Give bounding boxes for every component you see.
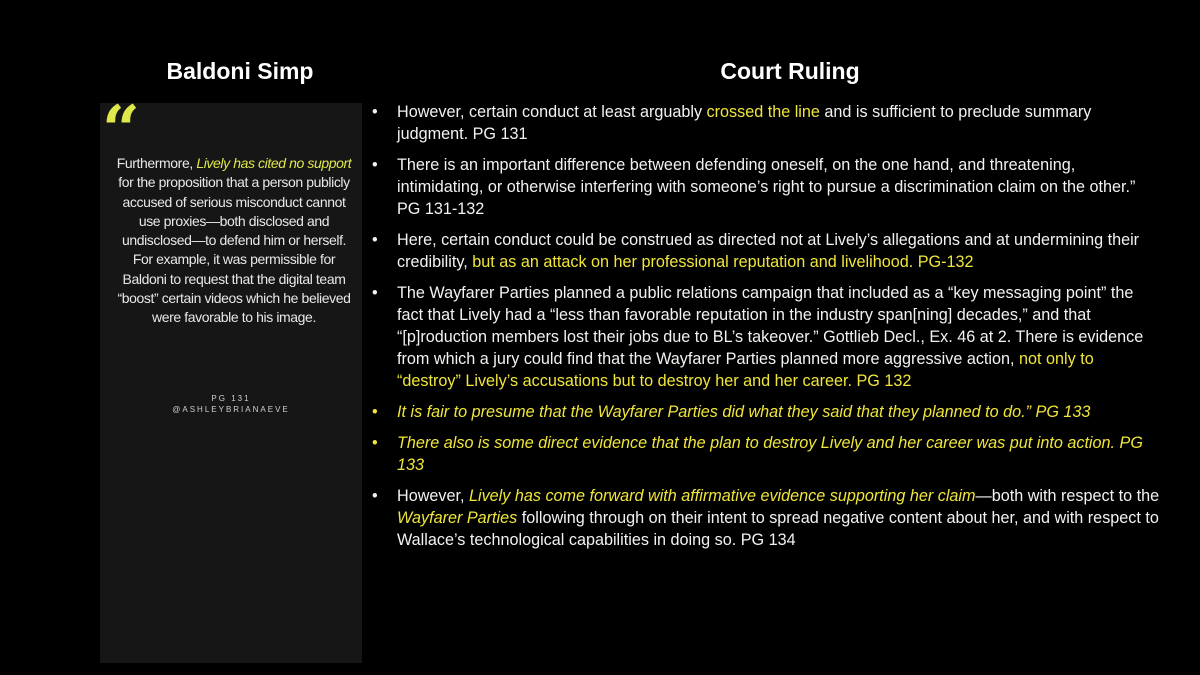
list-item: • It is fair to presume that the Wayfarer Parties did what they said that they planned to do.” PG 133 — [372, 401, 1162, 423]
list-item: • However, Lively has come forward with affirmative evidence supporting her claim—both with respect to the Wayfarer Parties following through on their intent to spread negative content about her, and with respect to Wallace’s technological capabilities in doing so. PG 134 — [372, 485, 1162, 551]
list-item: • The Wayfarer Parties planned a public relations campaign that included as a “key messaging point” the fact that Lively had a “less than favorable reputation in the industry span[ning] decades,” and that “[p]roduction members lost their jobs due to BL’s takeover.” Gottlieb Decl., Ex. 46 at 2. There is evidence from which a jury could find that the Wayfarer Parties planned more aggressive action, not only to “destroy” Lively’s accusations but to destroy her and her career. PG 132 — [372, 282, 1162, 392]
quote-text-intro: Furthermore, — [116, 155, 197, 171]
left-column-heading: Baldoni Simp — [166, 58, 314, 84]
quote-card — [100, 91, 362, 663]
quote-highlight: Lively has cited no support — [196, 155, 352, 171]
quote-text-body: for the proposition that a person publicly accused of serious misconduct cannot use proxies—both disclosed and undisclosed—to defend him or herself. For example, it was permissible for Baldoni to request that the digital team “boost” certain videos which he believed were favorable to his image. — [117, 174, 351, 326]
list-item: • However, certain conduct at least arguably crossed the line and is sufficient to preclude summary judgment. PG 131 — [372, 101, 1162, 145]
right-column-heading: Court Ruling — [720, 58, 860, 84]
quote-attribution — [100, 393, 362, 415]
quote-handle: @ASHLEYBRIANAEVE — [172, 405, 290, 414]
quote-text — [114, 154, 354, 328]
quotation-mark-icon: “ — [102, 91, 140, 169]
list-item: • There is an important difference between defending oneself, on the one hand, and threatening, intimidating, or otherwise interfering with someone’s right to pursue a discrimination claim on the other.” PG 131-132 — [372, 154, 1162, 220]
quote-page-ref: PG 131 — [211, 394, 251, 403]
court-ruling-list — [372, 101, 1162, 551]
list-item: • There also is some direct evidence that the plan to destroy Lively and her career was put into action. PG 133 — [372, 432, 1162, 476]
list-item: • Here, certain conduct could be construed as directed not at Lively’s allegations and at undermining their credibility, but as an attack on her professional reputation and livelihood. PG-132 — [372, 229, 1162, 273]
